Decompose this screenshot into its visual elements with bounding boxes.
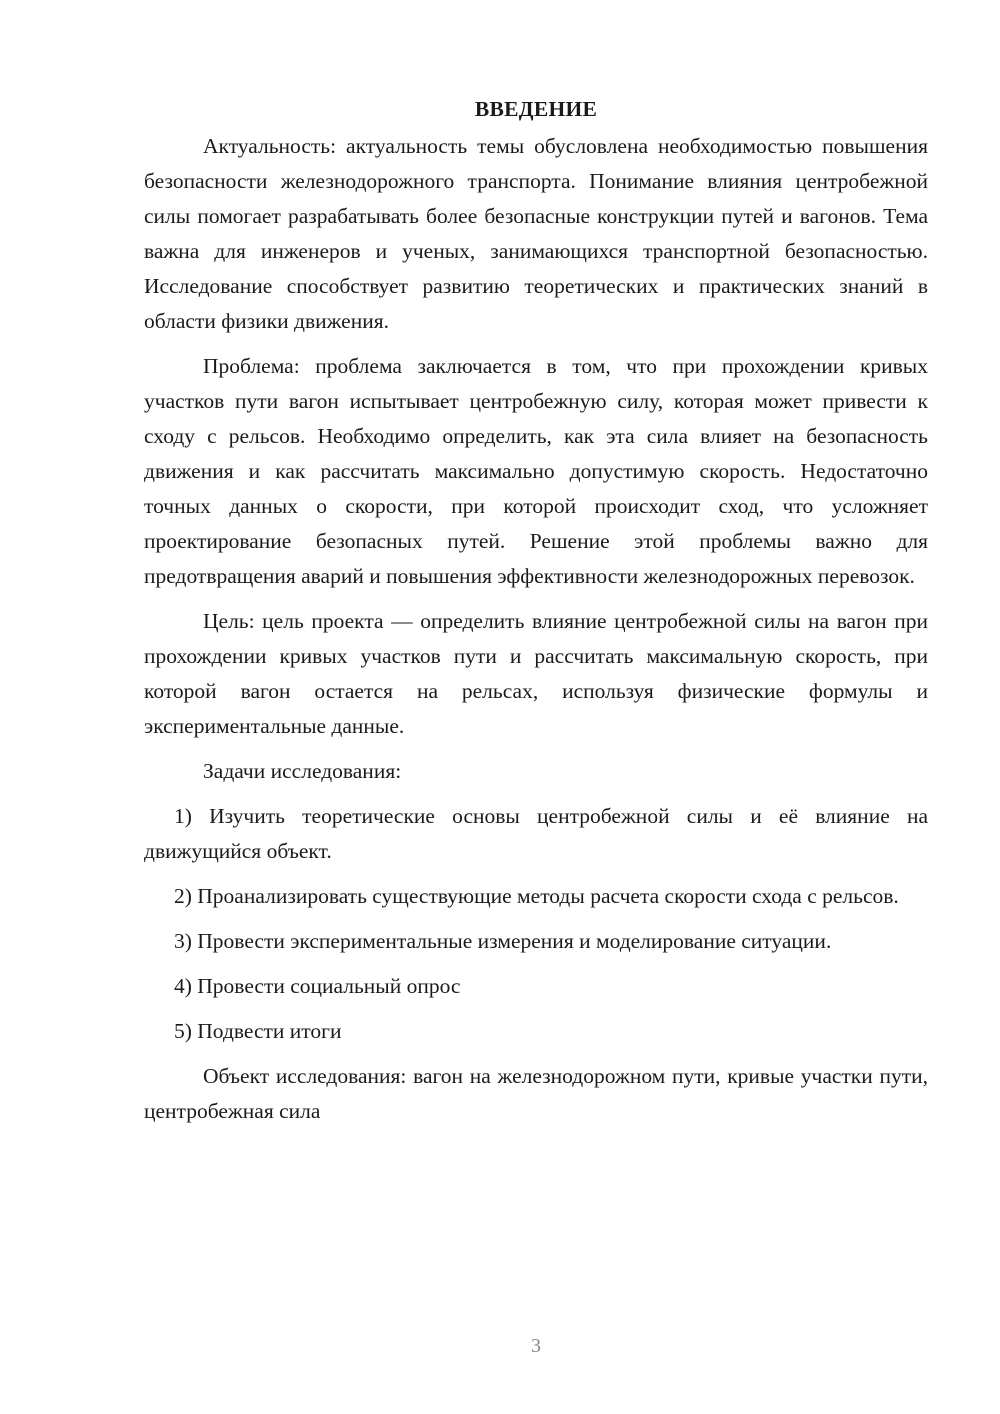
task-item-4: 4) Провести социальный опрос (174, 974, 461, 998)
relevance-paragraph: Актуальность: актуальность темы обусловлена необходимостью повышения безопасности железнодорожного транспорта. Понимание влияния центробежной силы помогает разрабатывать более безопасные конструкции путей и вагонов. Тема важна для инженеров и ученых, занимающихся транспортной безопасностью. Исследование способствует развитию теоретических и практических знаний в области физики движения. (144, 134, 928, 333)
task-item-3: 3) Провести экспериментальные измерения и моделирование ситуации. (174, 929, 832, 953)
tasks-title: Задачи исследования: (203, 759, 402, 783)
goal-paragraph: Цель: цель проекта — определить влияние центробежной силы на вагон при прохождении кривых участков пути и рассчитать максимальную скорость, при которой вагон остается на рельсах, используя физические формулы и экспериментальные данные. (144, 609, 928, 738)
task-item-1: 1) Изучить теоретические основы центробежной силы и её влияние на движущийся объект. (144, 804, 928, 863)
task-item-5: 5) Подвести итоги (174, 1019, 342, 1043)
problem-paragraph: Проблема: проблема заключается в том, что при прохождении кривых участков пути вагон испытывает центробежную силу, которая может привести к сходу с рельсов. Необходимо определить, как эта сила влияет на безопасность движения и как рассчитать максимально допустимую скорость. Недостаточно точных данных о скорости, при которой происходит сход, что усложняет проектирование безопасных путей. Решение этой проблемы важно для предотвращения аварий и повышения эффективности железнодорожных перевозок. (144, 354, 928, 588)
section-heading: ВВЕДЕНИЕ (474, 97, 598, 121)
object-paragraph: Объект исследования: вагон на железнодорожном пути, кривые участки пути, центробежная сила (144, 1064, 928, 1123)
task-item-2: 2) Проанализировать существующие методы расчета скорости схода с рельсов. (174, 884, 899, 908)
page-number: 3 (531, 1335, 541, 1357)
document-page (144, 92, 928, 1139)
